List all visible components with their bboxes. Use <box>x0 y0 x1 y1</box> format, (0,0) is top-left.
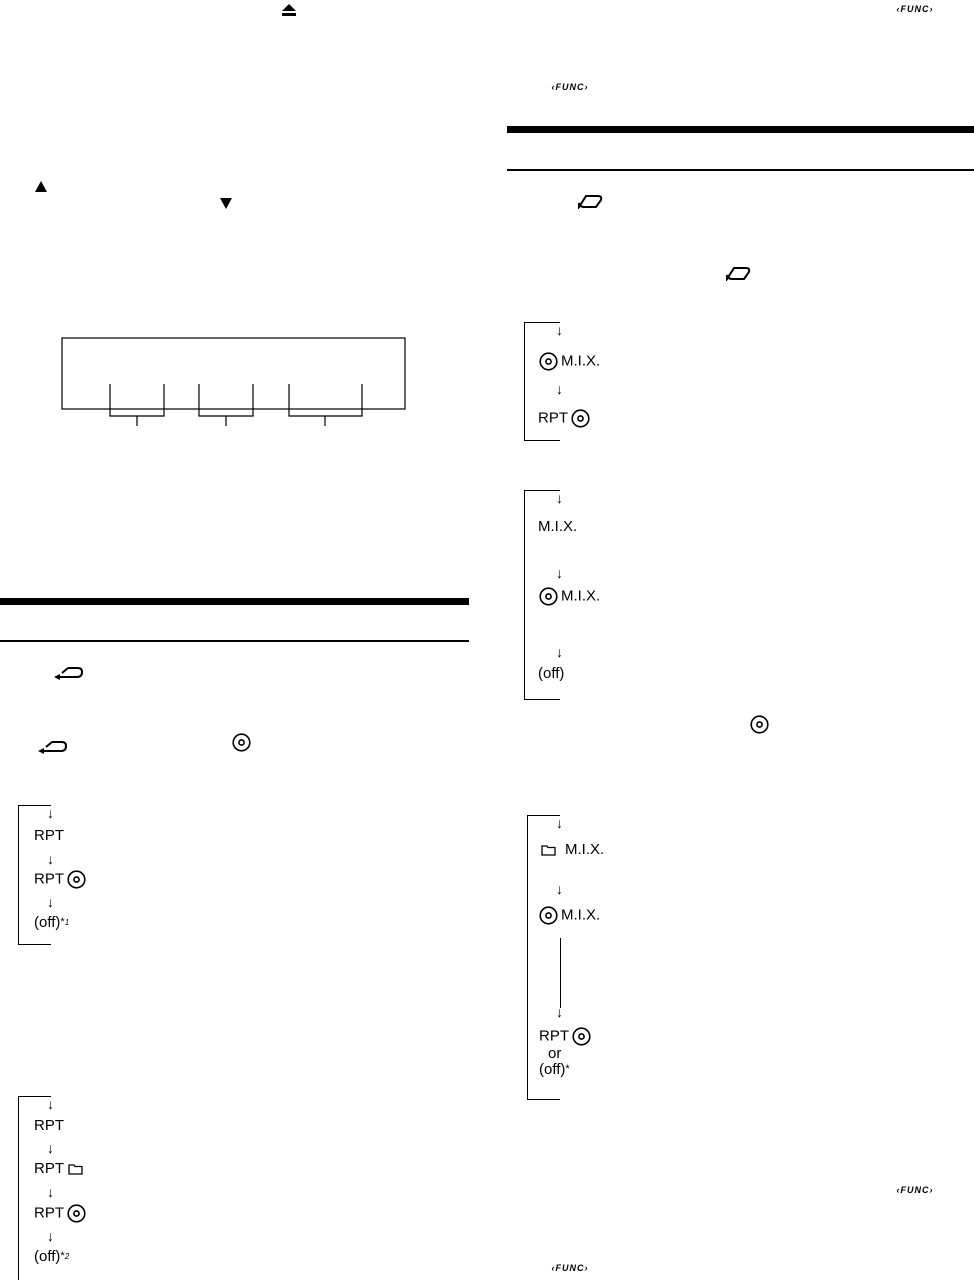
down-triangle-icon <box>220 198 232 209</box>
flow-arrow: ↓ <box>47 1140 54 1156</box>
func-icon: ‹FUNC› <box>896 1185 934 1195</box>
repeat-icon <box>54 666 84 680</box>
flow-arrow: ↓ <box>556 490 563 506</box>
disc-icon <box>539 352 558 371</box>
func-icon: ‹FUNC› <box>896 4 934 14</box>
flow-arrow: ↓ <box>556 815 563 831</box>
flow-arrow: ↓ <box>556 565 563 581</box>
disc-icon <box>232 733 251 752</box>
repeat-mp3-item: (off)$^{*2}$ <box>34 1248 70 1265</box>
footnote-number: 1 <box>64 918 70 927</box>
section-rule-thick <box>0 598 469 605</box>
shuffle-b-item: M.I.X. <box>538 518 578 535</box>
folder-icon <box>541 844 556 856</box>
func-icon: ‹FUNC› <box>551 82 589 92</box>
disc-icon <box>571 409 590 428</box>
footnote-mark: * <box>60 1250 65 1262</box>
repeat-mp3-item: RPT <box>34 1204 86 1223</box>
up-triangle-icon <box>35 181 47 192</box>
flow-arrow: ↓ <box>47 1184 54 1200</box>
shuffle-c-item: M.I.X. <box>541 841 604 858</box>
repeat-mp3-item: RPT <box>34 1117 64 1134</box>
flow-line <box>560 938 561 1008</box>
section-rule-thin <box>0 640 469 642</box>
disc-icon <box>572 1027 591 1046</box>
shuffle-a-item: M.I.X. <box>539 352 600 371</box>
flow-arrow: ↓ <box>47 894 54 910</box>
disc-icon <box>67 1204 86 1223</box>
shuffle-c-item: or <box>548 1045 562 1062</box>
disc-icon <box>750 715 769 734</box>
shuffle-c-item: M.I.X. <box>539 906 600 925</box>
folder-icon <box>68 1163 83 1175</box>
shuffle-icon <box>724 266 752 281</box>
shuffle-c-item: RPT <box>539 1027 591 1046</box>
eject-icon <box>282 4 296 16</box>
repeat-cd-item: (off)$^{*1}$ <box>34 914 70 931</box>
shuffle-a-item: RPT <box>538 409 590 428</box>
repeat-cd-item: RPT <box>34 870 86 889</box>
repeat-mp3-item: RPT <box>34 1160 83 1177</box>
footnote-mark: * <box>60 916 65 928</box>
disc-icon <box>67 870 86 889</box>
flow-arrow: ↓ <box>556 644 563 660</box>
flow-arrow: ↓ <box>47 1096 54 1112</box>
flow-arrow: ↓ <box>556 1004 563 1020</box>
flow-arrow: ↓ <box>556 322 563 338</box>
shuffle-c-item: (off)* <box>539 1061 570 1078</box>
footnote-mark: * <box>565 1063 570 1075</box>
shuffle-icon <box>576 194 604 209</box>
disc-icon <box>539 587 558 606</box>
section-rule-thin <box>507 169 974 171</box>
flow-arrow: ↓ <box>556 881 563 897</box>
footnote-number: 2 <box>64 1252 70 1261</box>
disc-icon <box>539 906 558 925</box>
section-rule-thick <box>507 126 974 133</box>
flow-arrow: ↓ <box>556 381 563 397</box>
flow-arrow: ↓ <box>47 805 54 821</box>
repeat-icon <box>38 740 68 754</box>
display-diagram <box>60 336 410 428</box>
shuffle-b-item: M.I.X. <box>539 587 600 606</box>
flow-arrow: ↓ <box>47 1228 54 1244</box>
flow-arrow: ↓ <box>47 851 54 867</box>
func-icon: ‹FUNC› <box>551 1263 589 1273</box>
repeat-cd-item: RPT <box>34 827 64 844</box>
shuffle-b-item: (off) <box>538 665 565 682</box>
